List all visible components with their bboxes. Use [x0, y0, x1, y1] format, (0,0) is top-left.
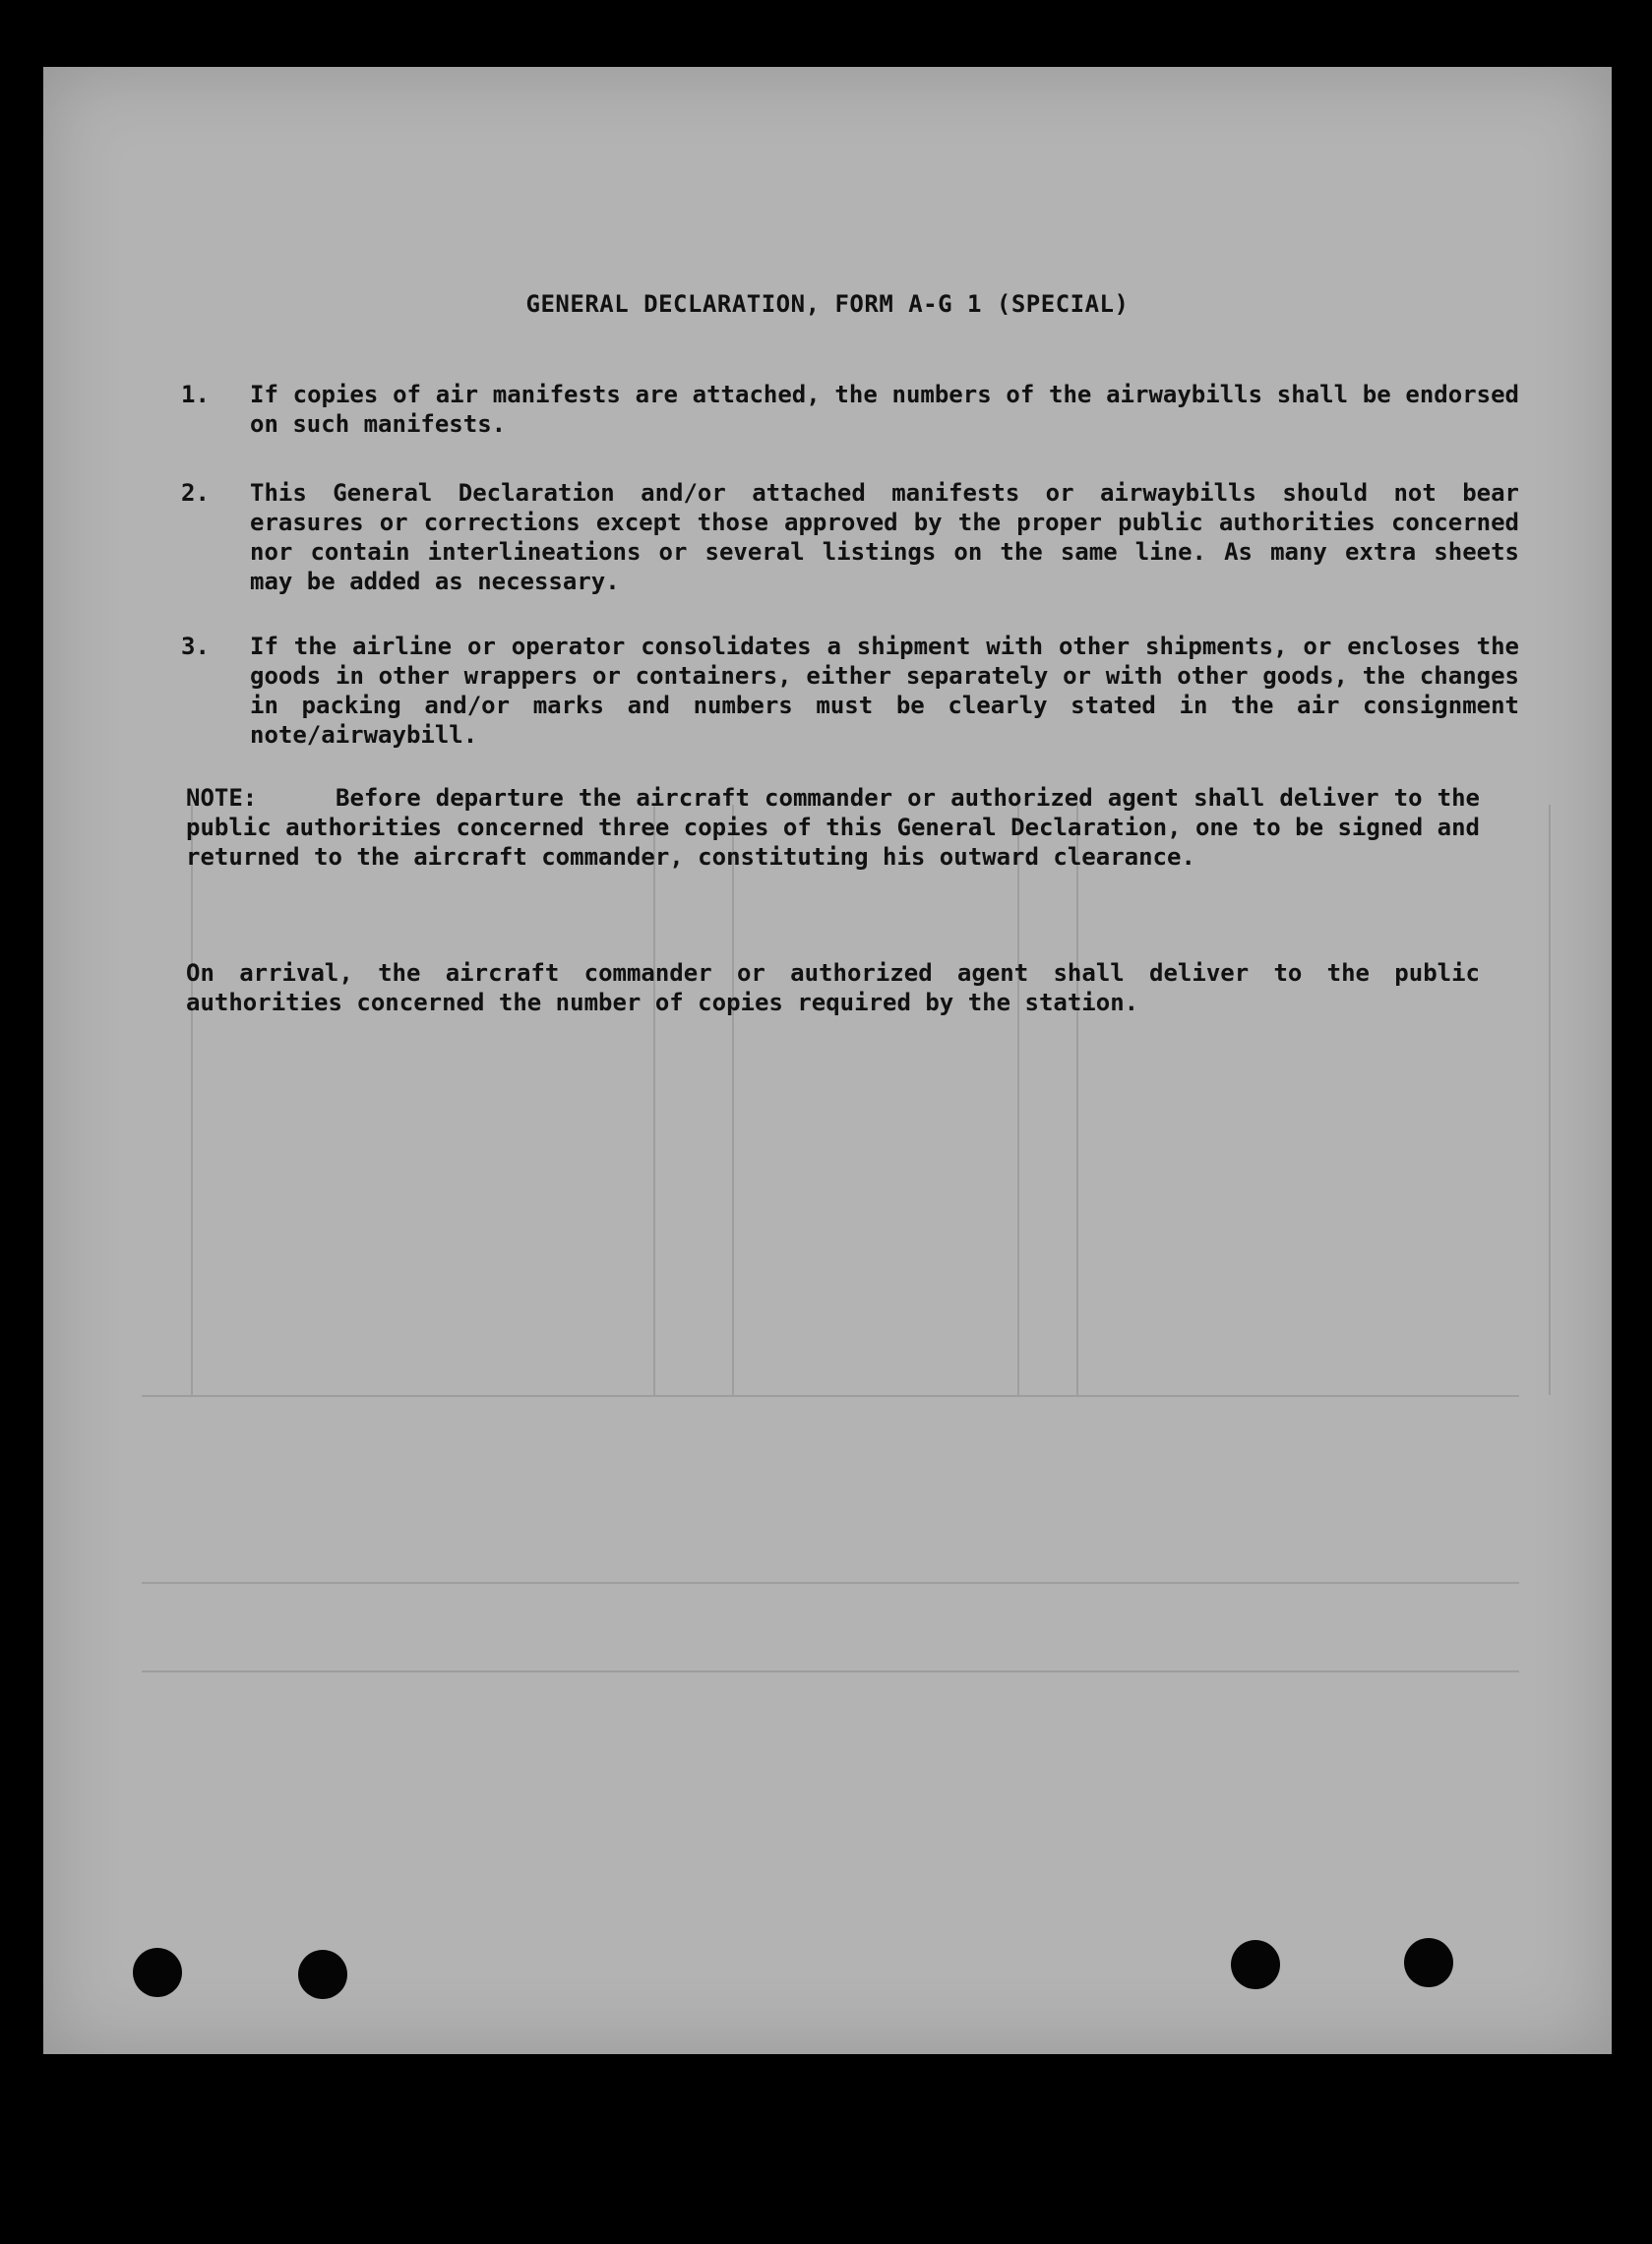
arrival-text: On arrival, the aircraft commander or authorized agent shall deliver to the public authorities concerned the number of copies required by the station. [186, 959, 1480, 1016]
item-text: This General Declaration and/or attached manifests or airwaybills should not bear erasures or corrections except those approved by the proper public authorities concerned nor contain interlineations or several listings on the same line. As many extra sheets may be added as necessary. [250, 479, 1519, 595]
item-text: If copies of air manifests are attached, the numbers of the airwaybills shall be endorsed on such manifests. [250, 381, 1519, 438]
punch-hole [1404, 1938, 1453, 1987]
note-paragraph [186, 783, 1480, 872]
arrival-paragraph [186, 958, 1480, 1017]
item-text: If the airline or operator consolidates a shipment with other shipments, or encloses the goods in other wrappers or containers, either separately or with other goods, the changes in packing and/or marks and numbers must be clearly stated in the air consignment note/airwaybill. [250, 633, 1519, 749]
instruction-item-2 [181, 478, 1519, 596]
document-title: GENERAL DECLARATION, FORM A-G 1 (SPECIAL) [525, 290, 1130, 318]
item-number: 2. [181, 479, 210, 507]
punch-hole [1231, 1940, 1280, 1989]
instruction-item-1 [181, 380, 1519, 439]
document-page [43, 67, 1612, 2054]
item-number: 1. [181, 381, 210, 408]
item-number: 3. [181, 633, 210, 660]
note-label: NOTE: [186, 784, 258, 812]
instruction-item-3 [181, 632, 1519, 750]
punch-hole [298, 1950, 347, 1999]
punch-hole [133, 1948, 182, 1997]
note-text: Before departure the aircraft commander or authorized agent shall deliver to the public authorities concerned three copies of this General Declaration, one to be signed and returned to the aircraft commander, constituting his outward clearance. [186, 784, 1480, 871]
